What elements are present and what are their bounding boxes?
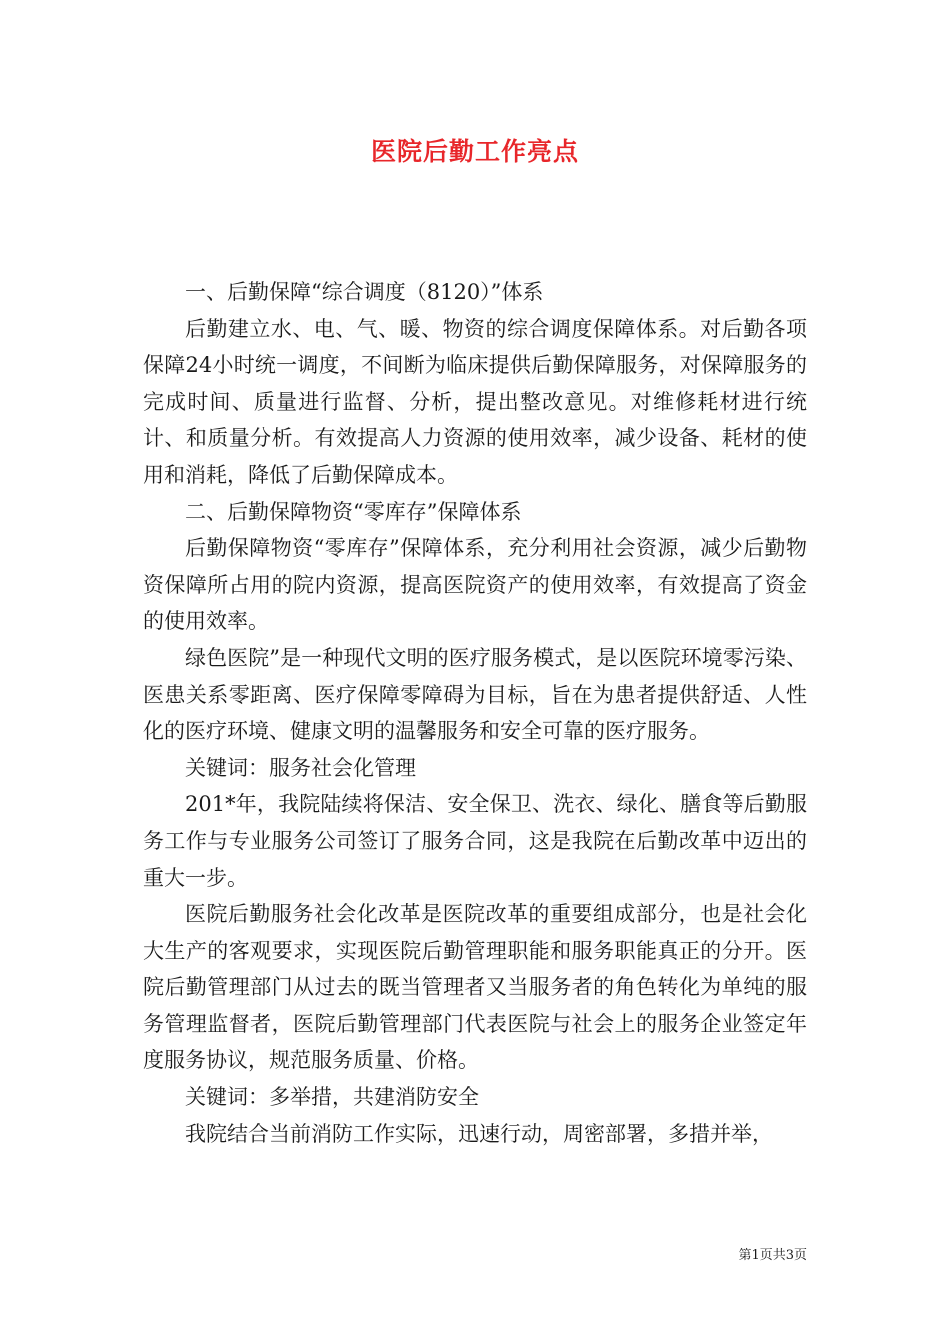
document-body	[143, 274, 807, 1152]
keyword-line: 关键词：服务社会化管理	[185, 755, 416, 780]
document-title: 医院后勤工作亮点	[370, 137, 579, 166]
paragraph: 201*年，我院陆续将保洁、安全保卫、洗衣、绿化、膳食等后勤服务工作与专业服务公司签订了服务合同，这是我院在后勤改革中迈出的重大一步。	[143, 792, 807, 890]
page-number-footer: 第1页共3页	[738, 1248, 807, 1263]
paragraph: 后勤保障物资“零库存”保障体系，充分利用社会资源，减少后勤物资保障所占用的院内资源，提高医院资产的使用效率，有效提高了资金的使用效率。	[143, 536, 807, 634]
paragraph: 医院后勤服务社会化改革是医院改革的重要组成部分，也是社会化大生产的客观要求，实现医院后勤管理职能和服务职能真正的分开。医院后勤管理部门从过去的既当管理者又当服务者的角色转化为单纯的服务管理监督者，医院后勤管理部门代表医院与社会上的服务企业签定年度服务协议，规范服务质量、价格。	[143, 902, 807, 1073]
section-heading-2: 二、后勤保障物资“零库存”保障体系	[185, 499, 522, 524]
paragraph: 绿色医院”是一种现代文明的医疗服务模式，是以医院环境零污染、医患关系零距离、医疗保障零障碍为目标，旨在为患者提供舒适、人性化的医疗环境、健康文明的温馨服务和安全可靠的医疗服务。	[143, 645, 807, 744]
paragraph: 我院结合当前消防工作实际，迅速行动，周密部署，多措并举，	[185, 1121, 773, 1146]
paragraph: 后勤建立水、电、气、暖、物资的综合调度保障体系。对后勤各项保障24小时统一调度，不间断为临床提供后勤保障服务，对保障服务的完成时间、质量进行监督、分析，提出整改意见。对维修耗材进行统计、和质量分析。有效提高人力资源的使用效率，减少设备、耗材的使用和消耗，降低了后勤保障成本。	[143, 316, 807, 487]
section-heading-1: 一、后勤保障“综合调度（8120）”体系	[185, 280, 544, 304]
keyword-line: 关键词：多举措，共建消防安全	[185, 1085, 479, 1110]
